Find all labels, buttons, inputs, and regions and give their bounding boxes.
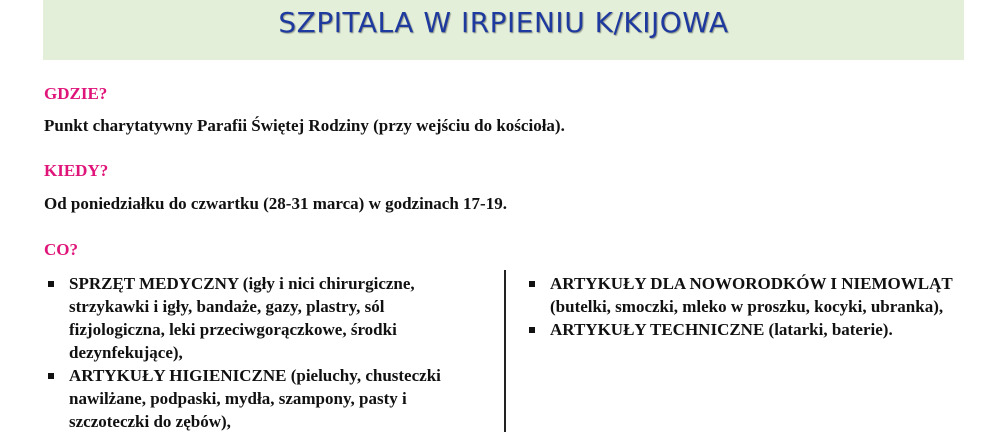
list-item-text: ARTYKUŁY DLA NOWORODKÓW I NIEMOWLĄT (butelki, smoczki, mleko w proszku, kocyki, ubranka), [550,274,953,316]
list-item [48,364,468,433]
what-list-left [48,272,468,433]
column-divider [504,270,506,432]
page-title: SZPITALA W IRPIENIU K/KIJOWA [278,6,729,39]
bullet-icon [529,327,535,333]
list-item-text: ARTYKUŁY HIGIENICZNE (pieluchy, chusteczki nawilżane, podpaski, mydła, szampony, pasty i szczoteczki do zębów), [69,366,441,431]
when-label: KIEDY? [44,161,109,180]
when-text: Od poniedziałku do czwartku (28-31 marca) w godzinach 17-19. [44,194,507,213]
list-item [529,318,969,341]
bullet-icon [48,373,54,379]
title-banner [43,0,964,60]
list-item [48,272,468,364]
list-item-text: SPRZĘT MEDYCZNY (igły i nici chirurgiczne, strzykawki i igły, bandaże, gazy, plastry, sól fizjologiczna, leki przeciwgorączkowe, środki dezynfekujące), [69,274,415,362]
list-item [529,272,969,318]
what-list-right [529,272,969,341]
where-label: GDZIE? [44,84,108,103]
list-item-text: ARTYKUŁY TECHNICZNE (latarki, baterie). [550,320,893,339]
what-label: CO? [44,240,78,259]
where-text: Punkt charytatywny Parafii Świętej Rodziny (przy wejściu do kościoła). [44,116,565,135]
bullet-icon [529,281,535,287]
bullet-icon [48,281,54,287]
